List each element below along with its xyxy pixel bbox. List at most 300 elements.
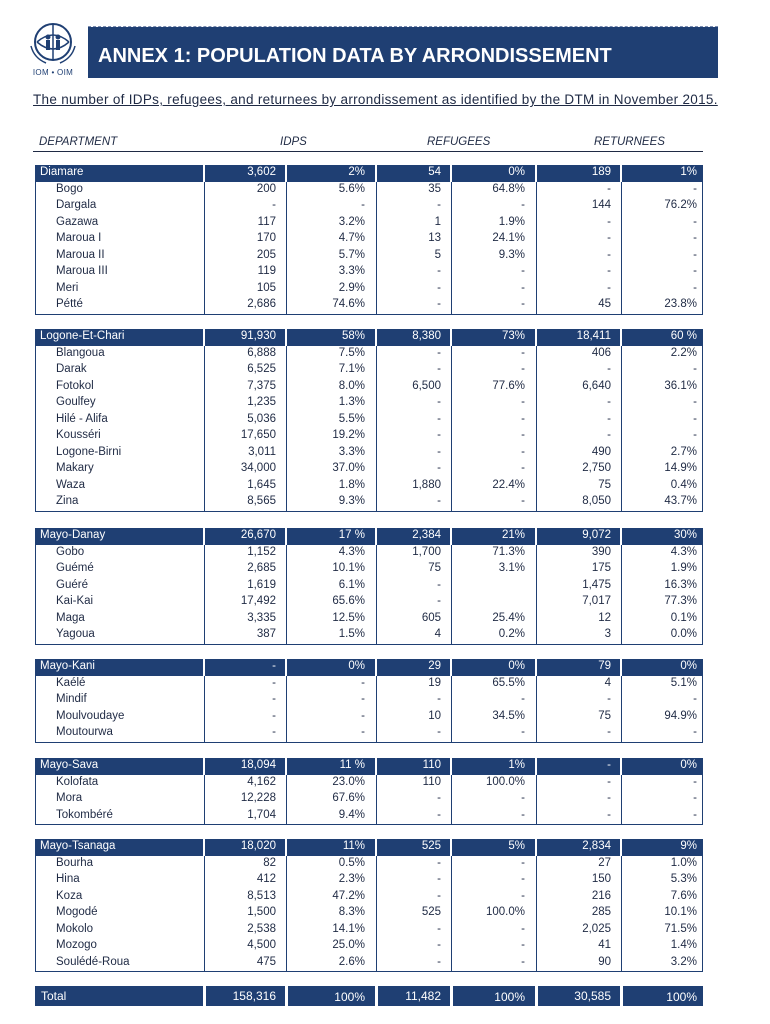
arrondissement-name: Zina — [56, 495, 79, 507]
department-value: 8,380 — [412, 330, 441, 342]
arrondissement-name: Maroua III — [56, 265, 108, 277]
arrondissement-value: - — [607, 775, 611, 788]
arrondissement-value: 8,050 — [582, 495, 611, 507]
arrondissement-name: Guéré — [56, 578, 88, 591]
arrondissement-value: 14.1% — [332, 922, 365, 935]
arrondissement-value: 8,565 — [247, 495, 276, 507]
arrondissement-value: 200 — [256, 182, 276, 195]
arrondissement-value: 525 — [421, 906, 441, 918]
arrondissement-value: - — [693, 182, 697, 195]
arrondissement-value: 3,011 — [248, 445, 276, 458]
arrondissement-value: 205 — [256, 248, 276, 261]
arrondissement-value: 2,750 — [582, 462, 611, 474]
arrondissement-value: - — [521, 429, 525, 441]
arrondissement-value: 490 — [591, 445, 611, 458]
arrondissement-row — [36, 297, 702, 314]
iom-emblem-icon — [28, 20, 78, 66]
arrondissement-value: 2,686 — [247, 298, 276, 310]
arrondissement-value: - — [607, 232, 611, 244]
department-row — [35, 758, 703, 775]
arrondissement-row — [36, 362, 702, 379]
arrondissement-row — [36, 594, 702, 611]
arrondissement-value: 1.5% — [338, 628, 365, 640]
arrondissement-value: 285 — [591, 906, 611, 918]
header-refugees: REFUGEES — [427, 136, 491, 148]
arrondissement-value: 1.0% — [670, 856, 697, 869]
arrondissement-value: - — [272, 676, 276, 689]
arrondissement-value: 19 — [428, 676, 441, 689]
arrondissement-value: 10 — [428, 709, 441, 722]
arrondissement-value: - — [437, 412, 441, 425]
arrondissement-row — [36, 775, 702, 792]
arrondissement-row — [36, 281, 702, 298]
arrondissement-value: 37.0% — [332, 462, 365, 474]
arrondissement-name: Tokombéré — [56, 808, 113, 821]
arrondissement-value: - — [607, 281, 611, 294]
arrondissement-value: 67.6% — [332, 792, 365, 804]
arrondissement-value: 2.6% — [338, 955, 365, 968]
department-value: 58% — [341, 330, 365, 342]
arrondissement-value: 605 — [421, 611, 441, 624]
department-row — [35, 165, 703, 182]
department-value: 5% — [508, 840, 525, 852]
department-value: 3,602 — [247, 166, 276, 178]
arrondissement-value: 5.7% — [338, 248, 365, 261]
arrondissement-value: 0.5% — [338, 856, 365, 869]
arrondissement-value: 43.7% — [664, 495, 697, 507]
arrondissement-value: 47.2% — [332, 889, 365, 902]
arrondissement-value: 8.0% — [338, 379, 365, 392]
department-row — [35, 659, 703, 676]
arrondissement-value: 25.0% — [332, 939, 365, 951]
arrondissement-value: - — [437, 265, 441, 277]
department-value: 0% — [508, 166, 525, 178]
arrondissement-row — [36, 545, 702, 562]
arrondissement-value: - — [437, 595, 441, 607]
header-idps: IDPS — [280, 136, 307, 148]
arrondissement-row — [36, 627, 702, 644]
arrondissement-value: - — [361, 726, 365, 738]
arrondissement-value: - — [607, 182, 611, 195]
arrondissement-value: 2.7% — [670, 445, 697, 458]
arrondissement-value: 100.0% — [485, 775, 525, 788]
arrondissement-row — [36, 922, 702, 939]
arrondissement-value: 1,500 — [247, 906, 276, 918]
arrondissement-name: Bogo — [56, 182, 83, 195]
arrondissement-value: 90 — [598, 955, 611, 968]
arrondissement-value: 75 — [598, 709, 611, 722]
department-value: 18,094 — [240, 759, 276, 771]
arrondissement-value: 41 — [598, 939, 611, 951]
arrondissement-value: - — [521, 939, 525, 951]
arrondissement-value: 36.1% — [664, 379, 697, 392]
arrondissement-value: 75 — [598, 478, 611, 491]
arrondissement-value: 17,492 — [240, 595, 276, 607]
department-value: 26,670 — [240, 529, 276, 541]
arrondissement-value: - — [521, 495, 525, 507]
arrondissement-row — [36, 231, 702, 248]
department-name: Mayo-Sava — [40, 759, 99, 771]
arrondissement-value: 34.5% — [492, 709, 525, 722]
arrondissement-row — [36, 791, 702, 808]
arrondissement-value: 6,525 — [247, 363, 276, 375]
arrondissement-row — [36, 872, 702, 889]
arrondissement-name: Moutourwa — [56, 726, 113, 738]
arrondissement-name: Bourha — [56, 856, 94, 869]
arrondissement-value: - — [437, 298, 441, 310]
department-value: 29 — [428, 660, 441, 672]
arrondissement-value: 35 — [428, 182, 441, 195]
arrondissement-value: 1 — [434, 215, 441, 228]
arrondissement-row — [36, 215, 702, 232]
arrondissement-value: - — [521, 889, 525, 902]
department-value: 9,072 — [582, 529, 611, 541]
arrondissement-value: - — [607, 429, 611, 441]
arrondissement-name: Soulédé-Roua — [56, 955, 130, 968]
arrondissement-value: - — [361, 199, 365, 211]
arrondissement-name: Gazawa — [56, 215, 99, 228]
department-name: Mayo-Tsanaga — [40, 840, 116, 852]
total-idps: 158,316 — [232, 989, 276, 1003]
arrondissement-value: 75 — [428, 562, 441, 574]
arrondissement-name: Mora — [56, 792, 83, 804]
arrondissement-value: - — [437, 346, 441, 359]
total-returnees: 30,585 — [574, 989, 611, 1003]
arrondissement-value: 76.2% — [664, 199, 697, 211]
arrondissement-name: Kolofata — [56, 775, 99, 788]
arrondissement-value: 1,152 — [247, 545, 276, 558]
arrondissement-value: 6,640 — [582, 379, 611, 392]
arrondissement-name: Guémé — [56, 562, 94, 574]
arrondissement-value: - — [521, 396, 525, 408]
arrondissement-name: Hina — [56, 873, 80, 885]
arrondissement-value: 2,685 — [247, 562, 276, 574]
arrondissement-value: - — [437, 693, 441, 705]
arrondissement-value: - — [693, 792, 697, 804]
arrondissement-value: - — [693, 775, 697, 788]
department-block — [35, 528, 703, 645]
arrondissement-value: - — [521, 726, 525, 738]
arrondissement-value: 2,538 — [247, 922, 276, 935]
arrondissement-value: - — [693, 429, 697, 441]
arrondissement-value: - — [693, 693, 697, 705]
arrondissement-row — [36, 264, 702, 281]
arrondissement-row — [36, 955, 702, 972]
arrondissement-row — [36, 445, 702, 462]
arrondissement-value: - — [437, 462, 441, 474]
arrondissement-value: 4 — [604, 676, 611, 689]
arrondissement-value: - — [521, 281, 525, 294]
arrondissement-value: 19.2% — [332, 429, 365, 441]
arrondissement-value: - — [693, 363, 697, 375]
arrondissement-value: 3.2% — [338, 215, 365, 228]
department-value: 2,384 — [412, 529, 441, 541]
arrondissement-value: 77.6% — [492, 379, 525, 392]
arrondissement-value: 12.5% — [332, 611, 365, 624]
arrondissement-value: - — [272, 693, 276, 705]
arrondissement-value: 119 — [257, 265, 276, 277]
arrondissement-value: 82 — [263, 856, 276, 869]
arrondissement-name: Dargala — [56, 199, 97, 211]
arrondissement-value: - — [607, 412, 611, 425]
total-label: Total — [41, 989, 67, 1003]
arrondissement-value: 65.6% — [332, 595, 365, 607]
arrondissement-value: 2.2% — [670, 346, 697, 359]
arrondissement-value: - — [437, 726, 441, 738]
arrondissement-name: Yagoua — [56, 628, 95, 640]
total-row — [35, 986, 703, 1006]
department-value: - — [607, 759, 611, 771]
arrondissement-value: - — [521, 873, 525, 885]
arrondissement-value: 27 — [598, 856, 611, 869]
arrondissement-name: Gobo — [56, 545, 85, 558]
arrondissement-value: - — [693, 232, 697, 244]
arrondissement-value: - — [437, 445, 441, 458]
arrondissement-value: - — [272, 199, 276, 211]
arrondissement-value: 1.9% — [670, 562, 697, 574]
arrondissement-name: Hilé - Alifa — [56, 412, 108, 425]
arrondissement-value: 1,619 — [247, 578, 276, 591]
arrondissement-value: 5,036 — [247, 412, 276, 425]
arrondissement-value: 24.1% — [492, 232, 525, 244]
arrondissement-value: - — [437, 939, 441, 951]
arrondissement-value: 7,375 — [247, 379, 276, 392]
arrondissement-value: 1.8% — [338, 478, 365, 491]
department-row — [35, 329, 703, 346]
arrondissement-name: Kousséri — [56, 429, 101, 441]
department-value: 2% — [348, 166, 365, 178]
arrondissement-value: 14.9% — [664, 462, 697, 474]
arrondissement-value: 5 — [434, 248, 441, 261]
arrondissement-name: Waza — [56, 478, 85, 491]
arrondissement-name: Blangoua — [56, 346, 105, 359]
arrondissement-row — [36, 412, 702, 429]
arrondissement-row — [36, 856, 702, 873]
arrondissement-value: 7.6% — [670, 889, 697, 902]
arrondissement-value: 64.8% — [492, 182, 525, 195]
arrondissement-row — [36, 938, 702, 955]
arrondissement-value: - — [437, 955, 441, 968]
arrondissement-value: 4 — [434, 628, 441, 640]
arrondissement-value: - — [521, 792, 525, 804]
department-value: 18,411 — [576, 330, 611, 342]
arrondissement-value: 71.3% — [492, 545, 525, 558]
arrondissement-value: 17,650 — [240, 429, 276, 441]
arrondissement-value: - — [693, 215, 697, 228]
arrondissement-value: - — [521, 199, 525, 211]
arrondissement-value: 2.9% — [338, 281, 365, 294]
arrondissement-name: Fotokol — [56, 379, 94, 392]
arrondissement-value: - — [437, 792, 441, 804]
department-name: Logone-Et-Chari — [40, 330, 125, 342]
arrondissement-value: 387 — [256, 628, 276, 640]
arrondissement-value: - — [607, 808, 611, 821]
department-block — [35, 758, 703, 825]
arrondissement-value: - — [521, 922, 525, 935]
arrondissement-value: - — [437, 856, 441, 869]
arrondissement-value: 7.5% — [338, 346, 365, 359]
department-block — [35, 839, 703, 972]
total-refugees-pct: 100% — [494, 990, 525, 1004]
arrondissement-value: 9.3% — [338, 495, 365, 507]
arrondissement-value: 16.3% — [664, 578, 697, 591]
department-value: 525 — [421, 840, 441, 852]
arrondissement-name: Mokolo — [56, 922, 94, 935]
arrondissement-name: Mozogo — [56, 939, 97, 951]
arrondissement-value: - — [437, 495, 441, 507]
arrondissement-value: - — [361, 676, 365, 689]
arrondissement-value: 1,475 — [582, 578, 611, 591]
arrondissement-name: Goulfey — [56, 396, 96, 408]
arrondissement-row — [36, 395, 702, 412]
arrondissement-row — [36, 889, 702, 906]
arrondissement-name: Maroua I — [56, 232, 102, 244]
arrondissement-row — [36, 808, 702, 825]
header-department: DEPARTMENT — [39, 136, 118, 148]
arrondissement-name: Koza — [56, 889, 83, 902]
arrondissement-name: Mindif — [56, 693, 87, 705]
arrondissement-row — [36, 905, 702, 922]
total-refugees: 11,482 — [405, 989, 441, 1003]
arrondissement-value: 5.3% — [670, 873, 697, 885]
department-value: 0% — [680, 759, 697, 771]
department-block — [35, 165, 703, 315]
arrondissement-value: - — [607, 726, 611, 738]
arrondissement-name: Meri — [56, 281, 79, 294]
arrondissement-row — [36, 182, 702, 199]
department-value: 91,930 — [240, 330, 276, 342]
department-value: 0% — [508, 660, 525, 672]
logo-text: IOM • OIM — [32, 68, 74, 77]
page-title: ANNEX 1: POPULATION DATA BY ARRONDISSEMENT — [88, 27, 718, 78]
arrondissement-value: - — [693, 265, 697, 277]
department-value: 1% — [508, 759, 525, 771]
department-value: 2,834 — [582, 840, 611, 852]
arrondissement-value: 475 — [256, 955, 276, 968]
arrondissement-value: - — [437, 873, 441, 885]
arrondissement-value: - — [361, 693, 365, 705]
arrondissement-value: 1,645 — [247, 478, 276, 491]
department-value: 17 % — [338, 529, 365, 541]
arrondissement-value: 0.2% — [498, 628, 525, 640]
arrondissement-value: - — [272, 709, 276, 722]
arrondissement-value: 10.1% — [664, 906, 697, 918]
arrondissement-value: - — [607, 792, 611, 804]
header-divider — [33, 151, 703, 152]
arrondissement-value: - — [521, 808, 525, 821]
arrondissement-value: 4,500 — [247, 939, 276, 951]
arrondissement-value: 3.3% — [338, 445, 365, 458]
arrondissement-value: - — [693, 726, 697, 738]
arrondissement-name: Maroua II — [56, 248, 105, 261]
arrondissement-row — [36, 611, 702, 628]
arrondissement-value: 5.6% — [338, 182, 365, 195]
arrondissement-value: 5.5% — [338, 412, 365, 425]
arrondissement-value: 4.3% — [338, 545, 365, 558]
arrondissement-value: 170 — [256, 232, 276, 244]
arrondissement-value: 3 — [604, 628, 611, 640]
arrondissement-row — [36, 725, 702, 742]
arrondissement-value: - — [607, 215, 611, 228]
arrondissement-value: 2.3% — [338, 873, 365, 885]
arrondissement-value: 4.7% — [338, 232, 365, 244]
arrondissement-value: - — [521, 955, 525, 968]
arrondissement-value: 8.3% — [338, 906, 365, 918]
intro-text: The number of IDPs, refugees, and returnees by arrondissement as identified by the DTM in November 2015. — [33, 92, 718, 107]
arrondissement-row — [36, 248, 702, 265]
arrondissement-value: - — [437, 889, 441, 902]
arrondissement-value: 1.9% — [498, 215, 525, 228]
arrondissement-row — [36, 494, 702, 511]
total-idps-pct: 100% — [334, 990, 365, 1004]
arrondissement-value: - — [521, 445, 525, 458]
arrondissement-value: 150 — [591, 873, 611, 885]
arrondissement-value: - — [521, 856, 525, 869]
arrondissement-value: - — [607, 363, 611, 375]
arrondissement-value: 3.3% — [338, 265, 365, 277]
arrondissement-value: 8,513 — [247, 889, 276, 902]
arrondissement-value: 34,000 — [240, 462, 276, 474]
arrondissement-value: 390 — [591, 545, 611, 558]
department-row — [35, 839, 703, 856]
department-name: Diamare — [40, 166, 84, 178]
arrondissement-value: - — [693, 396, 697, 408]
department-value: 189 — [591, 166, 611, 178]
arrondissement-value: 74.6% — [332, 298, 365, 310]
department-value: 60 % — [670, 330, 697, 342]
arrondissement-value: - — [521, 265, 525, 277]
arrondissement-value: 13 — [428, 232, 441, 244]
arrondissement-value: 0.4% — [670, 478, 697, 491]
arrondissement-value: - — [521, 298, 525, 310]
arrondissement-value: 3.2% — [670, 955, 697, 968]
arrondissement-value: 0.1% — [670, 611, 697, 624]
arrondissement-value: 23.0% — [332, 775, 365, 788]
arrondissement-value: - — [437, 199, 441, 211]
arrondissement-value: - — [437, 808, 441, 821]
department-value: 0% — [348, 660, 365, 672]
arrondissement-value: 1,704 — [247, 808, 276, 821]
department-name: Mayo-Kani — [40, 660, 95, 672]
arrondissement-value: 2,025 — [582, 922, 611, 935]
total-returnees-pct: 100% — [666, 990, 697, 1004]
arrondissement-row — [36, 379, 702, 396]
arrondissement-value: 94.9% — [664, 709, 697, 722]
arrondissement-value: 1,700 — [412, 545, 441, 558]
arrondissement-name: Makary — [56, 462, 94, 474]
department-name: Mayo-Danay — [40, 529, 106, 541]
arrondissement-value: 117 — [257, 215, 276, 228]
arrondissement-value: 144 — [591, 199, 611, 211]
arrondissement-value: - — [693, 412, 697, 425]
arrondissement-value: - — [437, 363, 441, 375]
arrondissement-value: 100.0% — [485, 906, 525, 918]
arrondissement-value: 22.4% — [492, 478, 525, 491]
department-value: 110 — [422, 759, 441, 771]
arrondissement-name: Maga — [56, 611, 85, 624]
arrondissement-row — [36, 198, 702, 215]
arrondissement-value: - — [607, 693, 611, 705]
arrondissement-name: Pétté — [56, 298, 83, 310]
arrondissement-value: 71.5% — [664, 922, 697, 935]
arrondissement-value: - — [437, 281, 441, 294]
arrondissement-value: 1,235 — [247, 396, 276, 408]
department-value: 11 % — [339, 759, 365, 771]
arrondissement-value: 23.8% — [664, 298, 697, 310]
arrondissement-value: - — [607, 248, 611, 261]
department-value: 30% — [673, 529, 697, 541]
arrondissement-value: - — [693, 281, 697, 294]
